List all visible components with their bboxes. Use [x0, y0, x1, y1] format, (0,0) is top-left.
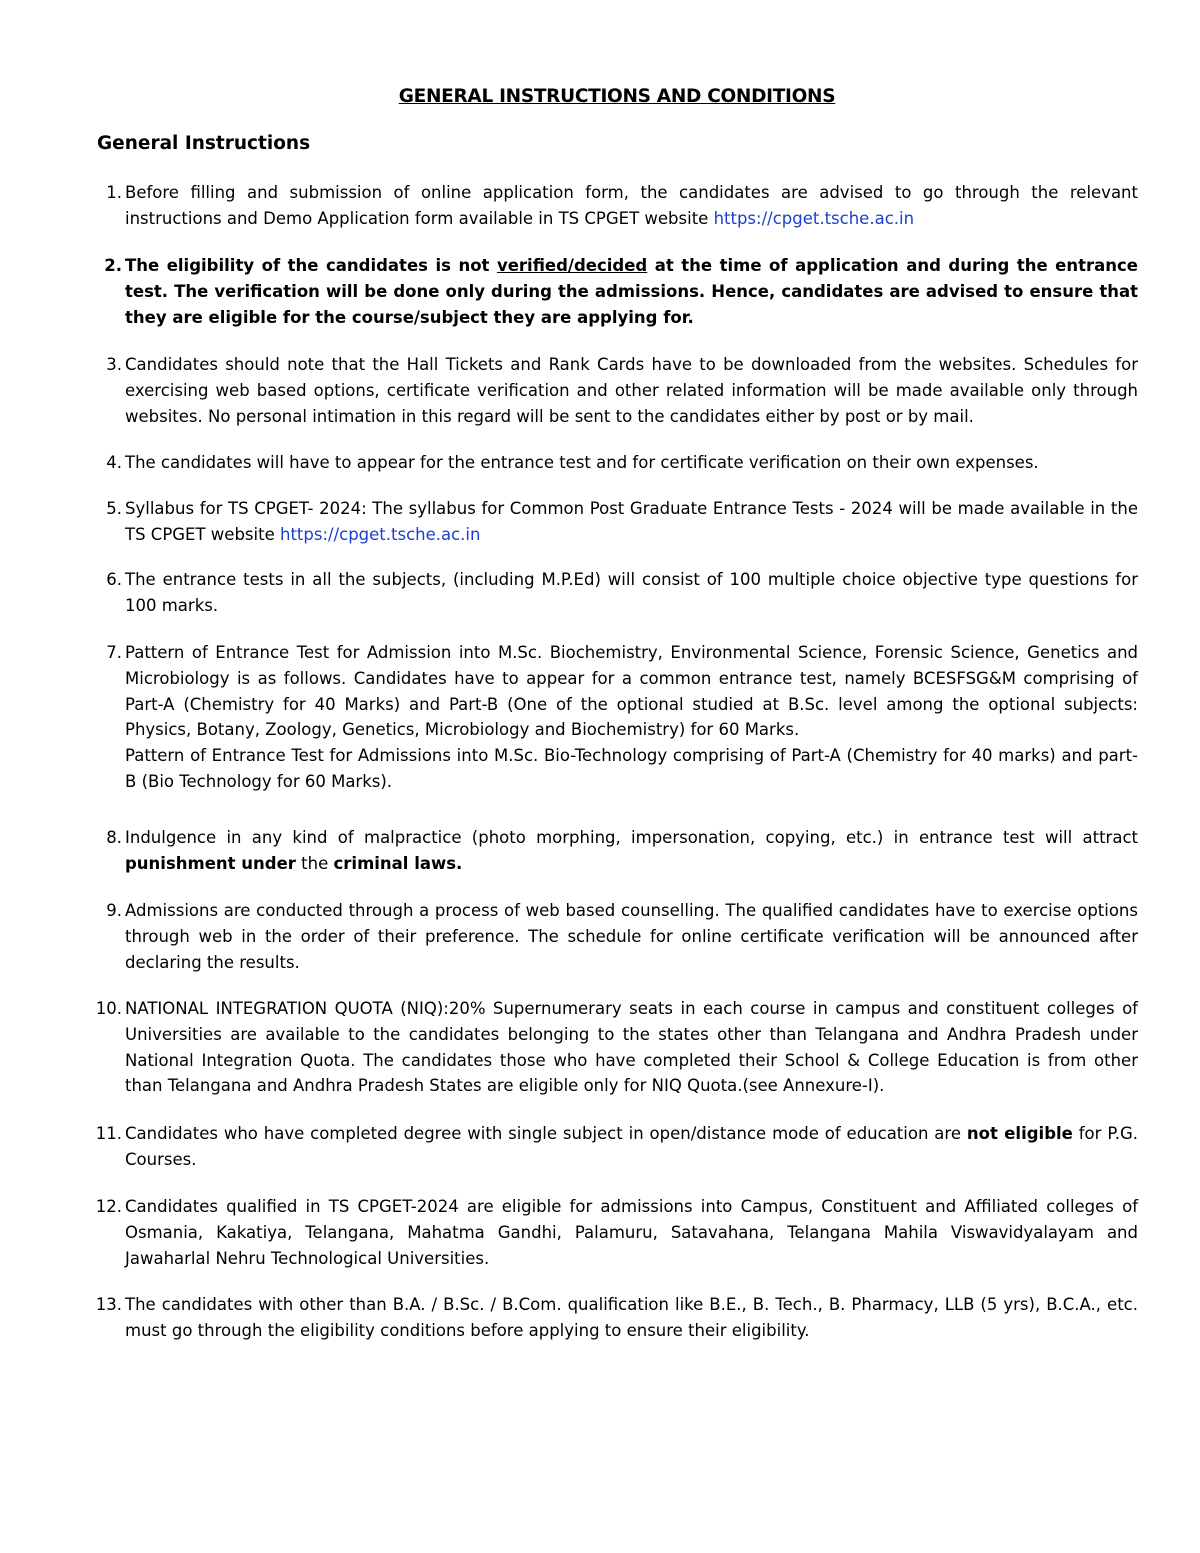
item-number: 2.: [104, 256, 122, 275]
instruction-item-8: [74, 825, 1138, 877]
instruction-item-9: [74, 898, 1138, 975]
instruction-item-12: [74, 1194, 1138, 1271]
item-text: NATIONAL INTEGRATION QUOTA (NIQ):20% Supernumerary seats in each course in campus and constituent colleges of Universities are available to the candidates belonging to the states other than Telangana and Andhra Pradesh under National Integration Quota. The candidates those who have completed their School & College Education is from other than Telangana and Andhra Pradesh States are eligible only for NIQ Quota.(see Annexure-I).: [125, 999, 1138, 1096]
item-number: 4.: [106, 453, 122, 472]
item-text: Candidates qualified in TS CPGET-2024 are eligible for admissions into Campus, Constituent and Affiliated colleges of Osmania, Kakatiya, Telangana, Mahatma Gandhi, Palamuru, Satavahana, Telangana Mahila Viswavidyalayam and Jawaharlal Nehru Technological Universities.: [125, 1197, 1138, 1268]
section-heading: General Instructions: [97, 133, 311, 154]
item-text: Candidates should note that the Hall Tickets and Rank Cards have to be downloaded from the websites. Schedules for exercising web based options, certificate verification and other related information will be made available only through websites. No personal intimation in this regard will be sent to the candidates either by post or by mail.: [125, 355, 1138, 426]
item-text: The eligibility of the candidates is not: [125, 256, 497, 275]
item-number: 9.: [106, 901, 122, 920]
item-text: The candidates with other than B.A. / B.Sc. / B.Com. qualification like B.E., B. Tech., B. Pharmacy, LLB (5 yrs), B.C.A., etc. must go through the eligibility conditions before applying to ensure their eligibility.: [125, 1295, 1138, 1340]
item-number: 3.: [106, 355, 122, 374]
bold-text-2: criminal laws.: [333, 853, 463, 873]
item-text: Candidates who have completed degree with single subject in open/distance mode of education are: [125, 1124, 967, 1143]
instruction-item-13: [74, 1292, 1138, 1344]
item-text: The entrance tests in all the subjects, (including M.P.Ed) will consist of 100 multiple choice objective type questions for 100 marks.: [125, 570, 1138, 615]
item-number: 8.: [106, 828, 122, 847]
item-text: Indulgence in any kind of malpractice (photo morphing, impersonation, copying, etc.) in entrance test will attract: [125, 828, 1138, 847]
item-number: 5.: [106, 499, 122, 518]
underlined-text: verified/decided: [496, 256, 648, 275]
document-title: GENERAL INSTRUCTIONS AND CONDITIONS: [398, 86, 836, 107]
item-number: 13.: [95, 1295, 122, 1314]
instruction-item-2: [74, 253, 1138, 330]
item-number: 12.: [95, 1197, 122, 1216]
item-text-cont: the: [295, 853, 334, 873]
item-number: 11.: [95, 1124, 122, 1143]
instruction-item-10: [74, 996, 1138, 1099]
item-text: Admissions are conducted through a process of web based counselling. The qualified candidates have to exercise options through web in the order of their preference. The schedule for online certificate verification will be announced after declaring the results.: [125, 901, 1138, 972]
website-link[interactable]: https://cpget.tsche.ac.in: [279, 524, 481, 544]
item-number: 7.: [106, 643, 122, 662]
instruction-item-4: [74, 450, 1138, 476]
instruction-item-7: [74, 640, 1138, 795]
item-text: The candidates will have to appear for the entrance test and for certificate verification on their own expenses.: [125, 453, 1039, 472]
instruction-item-3: [74, 352, 1138, 429]
item-text: Syllabus for TS CPGET- 2024: The syllabus for Common Post Graduate Entrance Tests - 2024 will be made available in the TS CPGET website: [125, 499, 1138, 544]
instruction-item-1: [74, 180, 1138, 232]
bold-text: punishment under: [125, 853, 296, 873]
website-link[interactable]: https://cpget.tsche.ac.in: [713, 208, 915, 228]
item-text-second-paragraph: Pattern of Entrance Test for Admissions into M.Sc. Bio-Technology comprising of Part-A (Chemistry for 40 marks) and part-B (Bio Technology for 60 Marks).: [125, 746, 1138, 791]
item-text-cont: for P.G. Courses.: [125, 1124, 1138, 1169]
item-text: Pattern of Entrance Test for Admission into M.Sc. Biochemistry, Environmental Science, Forensic Science, Genetics and Microbiology is as follows. Candidates have to appear for a common entrance test, namely BCESFSG&M comprising of Part-A (Chemistry for 40 Marks) and Part-B (One of the optional studied at B.Sc. level among the optional subjects: Physics, Botany, Zoology, Genetics, Microbiology and Biochemistry) for 60 Marks.: [125, 643, 1138, 740]
item-number: 1.: [106, 183, 122, 202]
instruction-item-6: [74, 567, 1138, 619]
bold-text: not eligible: [966, 1124, 1073, 1143]
item-text: Before filling and submission of online application form, the candidates are advised to go through the relevant instructions and Demo Application form available in TS CPGET website: [125, 183, 1138, 228]
item-number: 6.: [106, 570, 122, 589]
item-text-cont: at the time of application and during the entrance test. The verification will be done only during the admissions. Hence, candidates are advised to ensure that they are eligible for the course/subject they are applying for.: [125, 256, 1138, 327]
instruction-item-11: [74, 1121, 1138, 1173]
instruction-item-5: [74, 496, 1138, 548]
item-number: 10.: [95, 999, 122, 1018]
